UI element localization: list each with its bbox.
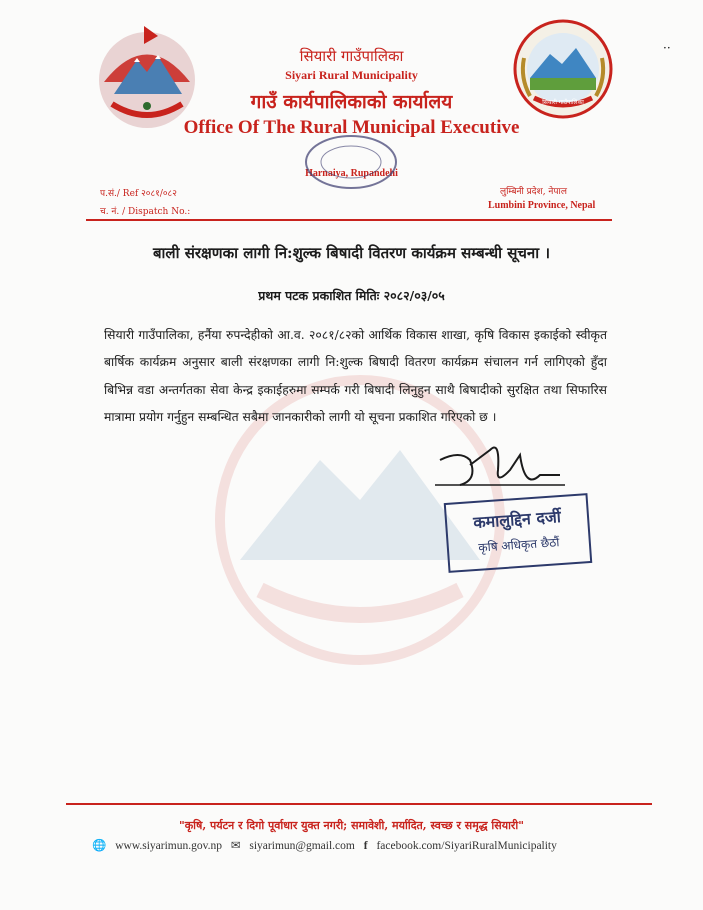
office-address-en: Harnaiya, Rupandehi [305, 168, 398, 179]
signatory-name: कमालुद्दिन दर्जी [472, 506, 562, 533]
footer-slogan: "कृषि, पर्यटन र दिगो पूर्वाधार युक्त नगरी; समावेशी, मर्यादित, स्वच्छ र समृद्ध सियारी" [178, 819, 525, 832]
office-name-np: गाउँ कार्यपालिकाको कार्यालय [250, 91, 453, 113]
facebook-link[interactable]: facebook.com/SiyariRuralMunicipality [376, 840, 557, 852]
notice-subject: बाली संरक्षणका लागी नि:शुल्क बिषादी वितरण कार्यक्रम सम्बन्धी सूचना । [152, 244, 550, 262]
signatory-designation: कृषि अधिकृत छैठौं [477, 535, 560, 555]
province-np: लुम्बिनी प्रदेश, नेपाल [500, 187, 567, 197]
published-date: प्रथम पटक प्रकाशित मितिः २०८२/०३/०५ [258, 288, 445, 303]
office-name-en: Office Of The Rural Municipal Executive [183, 117, 520, 138]
email-link[interactable]: siyarimun@gmail.com [249, 840, 355, 852]
website-link[interactable]: www.siyarimun.gov.np [115, 840, 222, 852]
office-stamp [296, 132, 406, 192]
header-divider [86, 219, 612, 221]
signatory-stamp [444, 493, 593, 573]
svg-text:सियारी गाउँपालिका: सियारी गाउँपालिका [542, 99, 584, 106]
signature [430, 430, 570, 500]
municipality-name-en: Siyari Rural Municipality [285, 68, 418, 82]
mail-icon: ✉ [230, 840, 241, 852]
reference-number: प.सं./ Ref २०८१/०८२ [100, 189, 177, 199]
province-en: Lumbini Province, Nepal [488, 200, 596, 211]
margin-dots: ·· [663, 41, 671, 55]
footer-divider [66, 803, 652, 805]
globe-icon: 🌐 [92, 840, 107, 852]
footer-links [92, 838, 692, 852]
municipality-name-np: सियारी गाउँपालिका [299, 47, 404, 65]
facebook-icon: f [363, 840, 368, 852]
dispatch-number: च. नं. / Dispatch No.: [100, 207, 191, 217]
notice-body: सियारी गाउँपालिका, हर्नैया रुपन्देहीको आ.व. २०८१/८२को आर्थिक विकास शाखा, कृषि विकास इकाईको स्वीकृत बार्षिक कार्यक्रम अनुसार बाली संरक्षणका लागी नि:शुल्क बिषादी वितरण कार्यक्रम संचालन गर्न लागिएको हुँदा बिभिन्न वडा अन्तर्गतका सेवा केन्द्र इकाईहरुमा सम्पर्क गरी बिषादी लिनुहुन साथै बिषादीको सुरक्षित तथा सिफारिस मात्रामा प्रयोग गर्नुहुन सम्बन्धित सबैमा जानकारीको लागी यो सूचना प्रकाशित गरिएको छ । [104, 328, 607, 425]
